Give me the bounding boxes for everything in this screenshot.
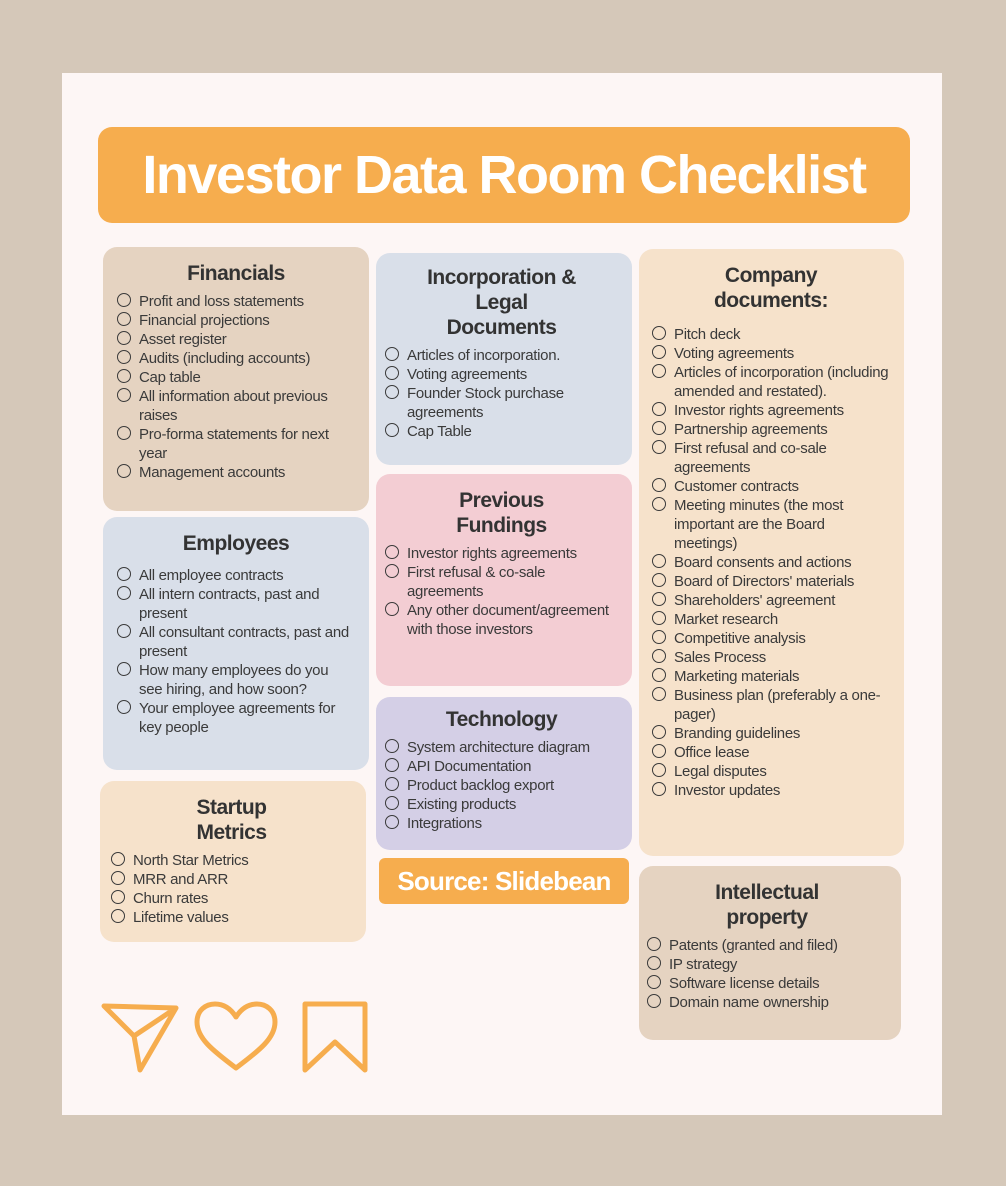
checkbox-circle-icon[interactable] [652,782,666,796]
startup-metrics-heading: Startup Metrics [196,796,267,844]
checkbox-circle-icon[interactable] [652,326,666,340]
checklist-item [652,344,890,363]
checkbox-circle-icon[interactable] [652,478,666,492]
checklist-item-label: Shareholders' agreement [674,592,836,609]
checklist-item [117,463,355,482]
checkbox-circle-icon[interactable] [385,545,399,559]
checkbox-circle-icon[interactable] [652,497,666,511]
checkbox-circle-icon[interactable] [117,662,131,676]
checklist-item-label: All intern contracts, past and present [139,586,320,622]
checklist-item [652,743,890,762]
checklist-item [385,365,618,384]
checklist-item [385,563,618,601]
checklist-item-label: Lifetime values [133,909,229,926]
startup-metrics-card [100,781,366,942]
checkbox-circle-icon[interactable] [385,758,399,772]
checkbox-circle-icon[interactable] [385,815,399,829]
checkbox-circle-icon[interactable] [652,668,666,682]
checklist-item-label: Meeting minutes (the most important are the Board meetings) [674,497,844,552]
checklist-item [647,955,887,974]
checklist-item-label: Partnership agreements [674,421,828,438]
intellectual-property-card [639,866,901,1040]
financials-card [103,247,369,511]
checklist-item-label: Branding guidelines [674,725,801,742]
checklist-item [117,585,355,623]
checklist-item [385,738,618,757]
checklist-item [652,572,890,591]
checkbox-circle-icon[interactable] [647,975,661,989]
company-documents-list [652,325,890,800]
checkbox-circle-icon[interactable] [652,649,666,663]
checklist-item-label: All employee contracts [139,567,284,584]
title-banner [98,127,910,223]
company-documents-card [639,249,904,856]
checklist-item-label: Board of Directors' materials [674,573,855,590]
checklist-item-label: Business plan (preferably a one-pager) [674,687,881,723]
startup-metrics-list [111,851,352,927]
checkbox-circle-icon[interactable] [652,592,666,606]
checklist-item-label: MRR and ARR [133,871,229,888]
intellectual-property-heading: Intellectual property [715,881,819,929]
checkbox-circle-icon[interactable] [385,564,399,578]
checklist-item-label: Investor rights agreements [407,545,577,562]
checklist-item [652,648,890,667]
checkbox-circle-icon[interactable] [117,567,131,581]
checklist-item [647,993,887,1012]
checklist-item [385,601,618,639]
checklist-item [385,384,618,422]
checklist-item-label: Asset register [139,331,227,348]
checklist-item [385,544,618,563]
checklist-item [652,591,890,610]
intellectual-property-list [647,936,887,1012]
checkbox-circle-icon[interactable] [111,852,125,866]
checklist-item-label: Investor rights agreements [674,402,844,419]
checklist-item [385,776,618,795]
incorporation-card [376,253,632,465]
incorporation-list [385,346,618,441]
checklist-item [111,889,352,908]
checkbox-circle-icon[interactable] [652,744,666,758]
checklist-item [652,686,890,724]
checklist-item-label: Software license details [669,975,820,992]
checklist-item [647,936,887,955]
checklist-item [652,439,890,477]
checklist-item [652,667,890,686]
checkbox-circle-icon[interactable] [385,777,399,791]
company-documents-heading: Company documents: [713,264,828,312]
checklist-item [652,781,890,800]
incorporation-heading: Incorporation & Legal Documents [427,266,576,339]
checklist-item-label: Board consents and actions [674,554,852,571]
checklist-item [111,870,352,889]
checkbox-circle-icon[interactable] [111,871,125,885]
financials-list [117,292,355,482]
checklist-item-label: Integrations [407,815,482,832]
previous-fundings-card [376,474,632,686]
checkbox-circle-icon[interactable] [385,366,399,380]
checklist-item [117,425,355,463]
checklist-item-label: Patents (granted and filed) [669,937,838,954]
checklist-item-label: Domain name ownership [669,994,829,1011]
checkbox-circle-icon[interactable] [385,423,399,437]
checklist-item [117,661,355,699]
checklist-item-label: Management accounts [139,464,286,481]
checklist-item-label: Financial projections [139,312,270,329]
checkbox-circle-icon[interactable] [652,630,666,644]
checklist-item-label: Voting agreements [407,366,527,383]
checklist-item-label: Your employee agreements for key people [139,700,336,736]
checklist-item-label: Customer contracts [674,478,799,495]
checkbox-circle-icon[interactable] [385,385,399,399]
checkbox-circle-icon[interactable] [652,402,666,416]
checklist-item [652,401,890,420]
checkbox-circle-icon[interactable] [385,739,399,753]
checklist-item-label: How many employees do you see hiring, and how soon? [139,662,329,698]
checklist-item [385,795,618,814]
checkbox-circle-icon[interactable] [117,464,131,478]
checklist-item-label: Office lease [674,744,750,761]
checkbox-circle-icon[interactable] [385,347,399,361]
checkbox-circle-icon[interactable] [647,937,661,951]
checklist-item [652,363,890,401]
checkbox-circle-icon[interactable] [652,421,666,435]
checklist-item-label: Founder Stock purchase agreements [407,385,564,421]
checklist-item-label: All information about previous raises [139,388,328,424]
checklist-item-label: Sales Process [674,649,766,666]
checkbox-circle-icon[interactable] [385,796,399,810]
source-label: Source: Slidebean [379,858,629,904]
checkbox-circle-icon[interactable] [652,554,666,568]
technology-list [385,738,618,833]
employees-list [117,566,355,737]
checklist-item-label: Investor updates [674,782,781,799]
checklist-item [117,349,355,368]
checkbox-circle-icon[interactable] [647,994,661,1008]
checklist-item-label: Legal disputes [674,763,767,780]
checkbox-circle-icon[interactable] [117,369,131,383]
page-title: Investor Data Room Checklist [142,145,866,205]
checkbox-circle-icon[interactable] [652,345,666,359]
checklist-item [385,814,618,833]
checkbox-circle-icon[interactable] [111,909,125,923]
checklist-item [652,553,890,572]
checklist-item-label: Any other document/agreement with those investors [407,602,609,638]
checklist-item [117,699,355,737]
checkbox-circle-icon[interactable] [652,364,666,378]
checkbox-circle-icon[interactable] [117,350,131,364]
checklist-item-label: Existing products [407,796,517,813]
employees-heading: Employees [182,532,290,555]
checklist-item-label: Competitive analysis [674,630,806,647]
checklist-item-label: Articles of incorporation. [407,347,561,364]
checklist-item [117,292,355,311]
checklist-item [385,346,618,365]
checklist-item [652,477,890,496]
checklist-item-label: Market research [674,611,778,628]
checklist-item [117,311,355,330]
checklist-item-label: API Documentation [407,758,532,775]
checklist-item [652,325,890,344]
checklist-item-label: North Star Metrics [133,852,249,869]
checklist-item-label: Cap Table [407,423,472,440]
checkbox-circle-icon[interactable] [652,687,666,701]
checklist-item-label: System architecture diagram [407,739,590,756]
checklist-item [111,908,352,927]
checklist-item-label: Pro-forma statements for next year [139,426,329,462]
bookmark-icon[interactable] [300,1000,370,1076]
checkbox-circle-icon[interactable] [652,725,666,739]
checklist-item [117,566,355,585]
checkbox-circle-icon[interactable] [652,573,666,587]
employees-card [103,517,369,770]
checklist-item-label: Voting agreements [674,345,794,362]
send-icon[interactable] [100,1000,180,1074]
checkbox-circle-icon[interactable] [111,890,125,904]
checklist-item [652,629,890,648]
checklist-item-label: First refusal & co-sale agreements [407,564,546,600]
checkbox-circle-icon[interactable] [647,956,661,970]
checklist-item [652,762,890,781]
checklist-item-label: All consultant contracts, past and present [139,624,349,660]
checklist-item-label: Product backlog export [407,777,554,794]
financials-heading: Financials [187,262,285,285]
checklist-item-label: Marketing materials [674,668,800,685]
checklist-item [385,757,618,776]
checkbox-circle-icon[interactable] [652,440,666,454]
checklist-item [117,368,355,387]
checkbox-circle-icon[interactable] [117,624,131,638]
checklist-item [385,422,618,441]
checklist-item-label: First refusal and co-sale agreements [674,440,827,476]
checklist-item-label: Cap table [139,369,201,386]
checklist-item [652,724,890,743]
previous-fundings-heading: Previous Fundings [456,489,547,537]
checklist-item-label: Churn rates [133,890,209,907]
checkbox-circle-icon[interactable] [117,426,131,440]
checklist-item-label: Pitch deck [674,326,741,343]
checkbox-circle-icon[interactable] [117,586,131,600]
checklist-item [111,851,352,870]
checklist-item [647,974,887,993]
checklist-item-label: Profit and loss statements [139,293,304,310]
checkbox-circle-icon[interactable] [652,611,666,625]
checkbox-circle-icon[interactable] [385,602,399,616]
checklist-item [652,420,890,439]
technology-heading: Technology [445,708,558,731]
checkbox-circle-icon[interactable] [117,331,131,345]
checklist-item [117,623,355,661]
checkbox-circle-icon[interactable] [117,700,131,714]
checkbox-circle-icon[interactable] [652,763,666,777]
heart-icon[interactable] [192,1000,280,1074]
checklist-item-label: IP strategy [669,956,738,973]
checklist-item [117,387,355,425]
checklist-item-label: Articles of incorporation (including amended and restated). [674,364,889,400]
checklist-item [652,496,890,553]
checkbox-circle-icon[interactable] [117,312,131,326]
checklist-item [117,330,355,349]
checklist-item [652,610,890,629]
previous-fundings-list [385,544,618,639]
checklist-item-label: Audits (including accounts) [139,350,311,367]
checkbox-circle-icon[interactable] [117,293,131,307]
technology-card [376,697,632,850]
checkbox-circle-icon[interactable] [117,388,131,402]
